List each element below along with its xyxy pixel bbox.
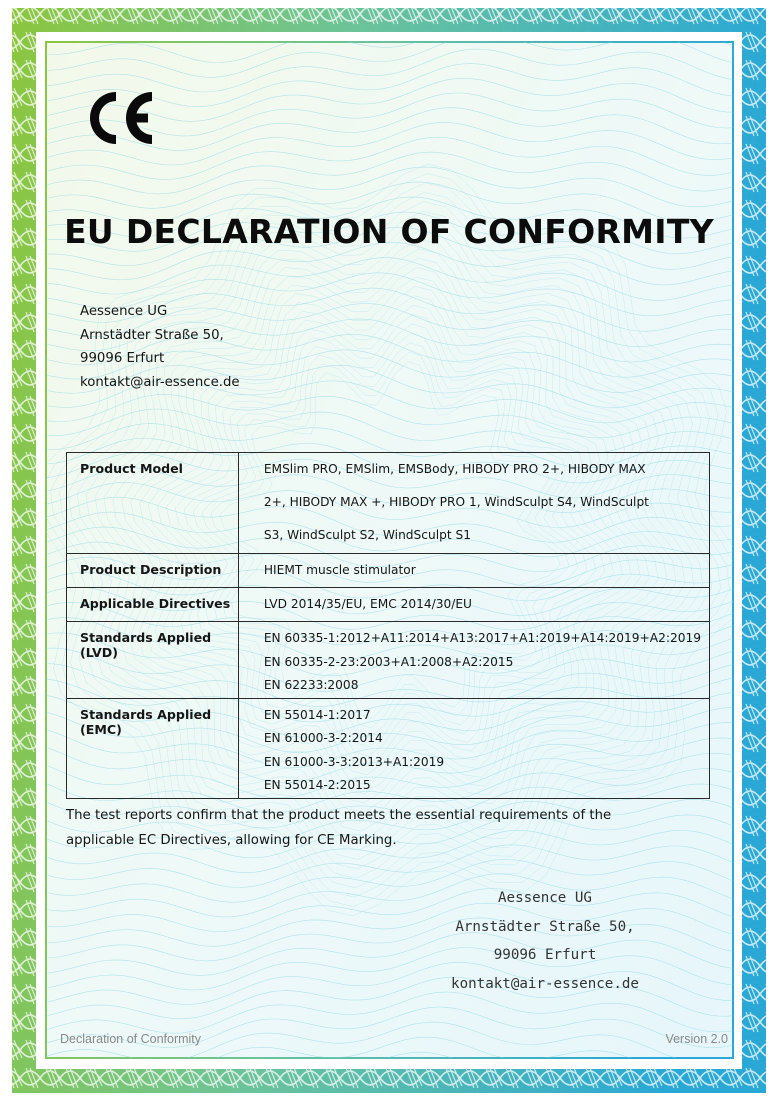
table-row [67, 622, 710, 699]
value-line: HIEMT muscle stimulator [263, 563, 416, 577]
page-title: EU DECLARATION OF CONFORMITY [64, 212, 714, 251]
row-value [238, 622, 709, 699]
table-row [67, 588, 710, 622]
issuer-street: Arnstädter Straße 50, [80, 327, 224, 343]
signature-block [400, 884, 690, 998]
value-line: EN 61000-3-2:2014 [263, 731, 383, 745]
row-value [238, 588, 709, 622]
row-label: Product Model [67, 453, 239, 554]
row-value [238, 698, 709, 798]
footer-version: Version 2.0 [665, 1032, 728, 1046]
table-row [67, 698, 710, 798]
table-row [67, 453, 710, 554]
conformity-table [66, 452, 710, 799]
value-line: EN 60335-1:2012+A11:2014+A13:2017+A1:2019+A14:2019+A2:2019 [263, 631, 701, 645]
signature-city: 99096 Erfurt [493, 947, 597, 963]
conformity-statement [66, 803, 611, 853]
row-label: Product Description [67, 554, 239, 588]
table-row [67, 554, 710, 588]
value-line: LVD 2014/35/EU, EMC 2014/30/EU [263, 597, 472, 611]
value-line: EN 60335-2-23:2003+A1:2008+A2:2015 [263, 654, 514, 669]
issuer-email: kontakt@air-essence.de [80, 374, 240, 390]
value-line: EMSlim PRO, EMSlim, EMSBody, HIBODY PRO 2+, HIBODY MAX [263, 462, 646, 476]
value-line: EN 55014-1:2017 [263, 707, 371, 722]
row-value [238, 453, 709, 554]
row-value [238, 554, 709, 588]
ce-mark-icon [88, 88, 154, 148]
row-label: Standards Applied (LVD) [67, 622, 239, 699]
value-line: EN 61000-3-3:2013+A1:2019 [263, 754, 445, 769]
statement-line: The test reports confirm that the product meets the essential requirements of the [66, 808, 612, 823]
value-line: EN 55014-2:2015 [263, 778, 371, 792]
row-label: Applicable Directives [67, 588, 239, 622]
issuer-name: Aessence UG [80, 304, 168, 319]
statement-line: applicable EC Directives, allowing for CE Marking. [66, 833, 397, 848]
value-line: EN 62233:2008 [263, 678, 359, 692]
value-line: 2+, HIBODY MAX +, HIBODY PRO 1, WindSculpt S4, WindSculpt [263, 495, 649, 509]
row-label: Standards Applied (EMC) [67, 698, 239, 798]
footer-document-name: Declaration of Conformity [60, 1032, 202, 1046]
value-line: S3, WindSculpt S2, WindSculpt S1 [263, 528, 471, 542]
issuer-city: 99096 Erfurt [80, 351, 165, 366]
signature-street: Arnstädter Straße 50, [455, 918, 635, 935]
issuer-address [80, 300, 240, 394]
signature-email: kontakt@air-essence.de [451, 975, 639, 992]
signature-name: Aessence UG [498, 890, 592, 906]
